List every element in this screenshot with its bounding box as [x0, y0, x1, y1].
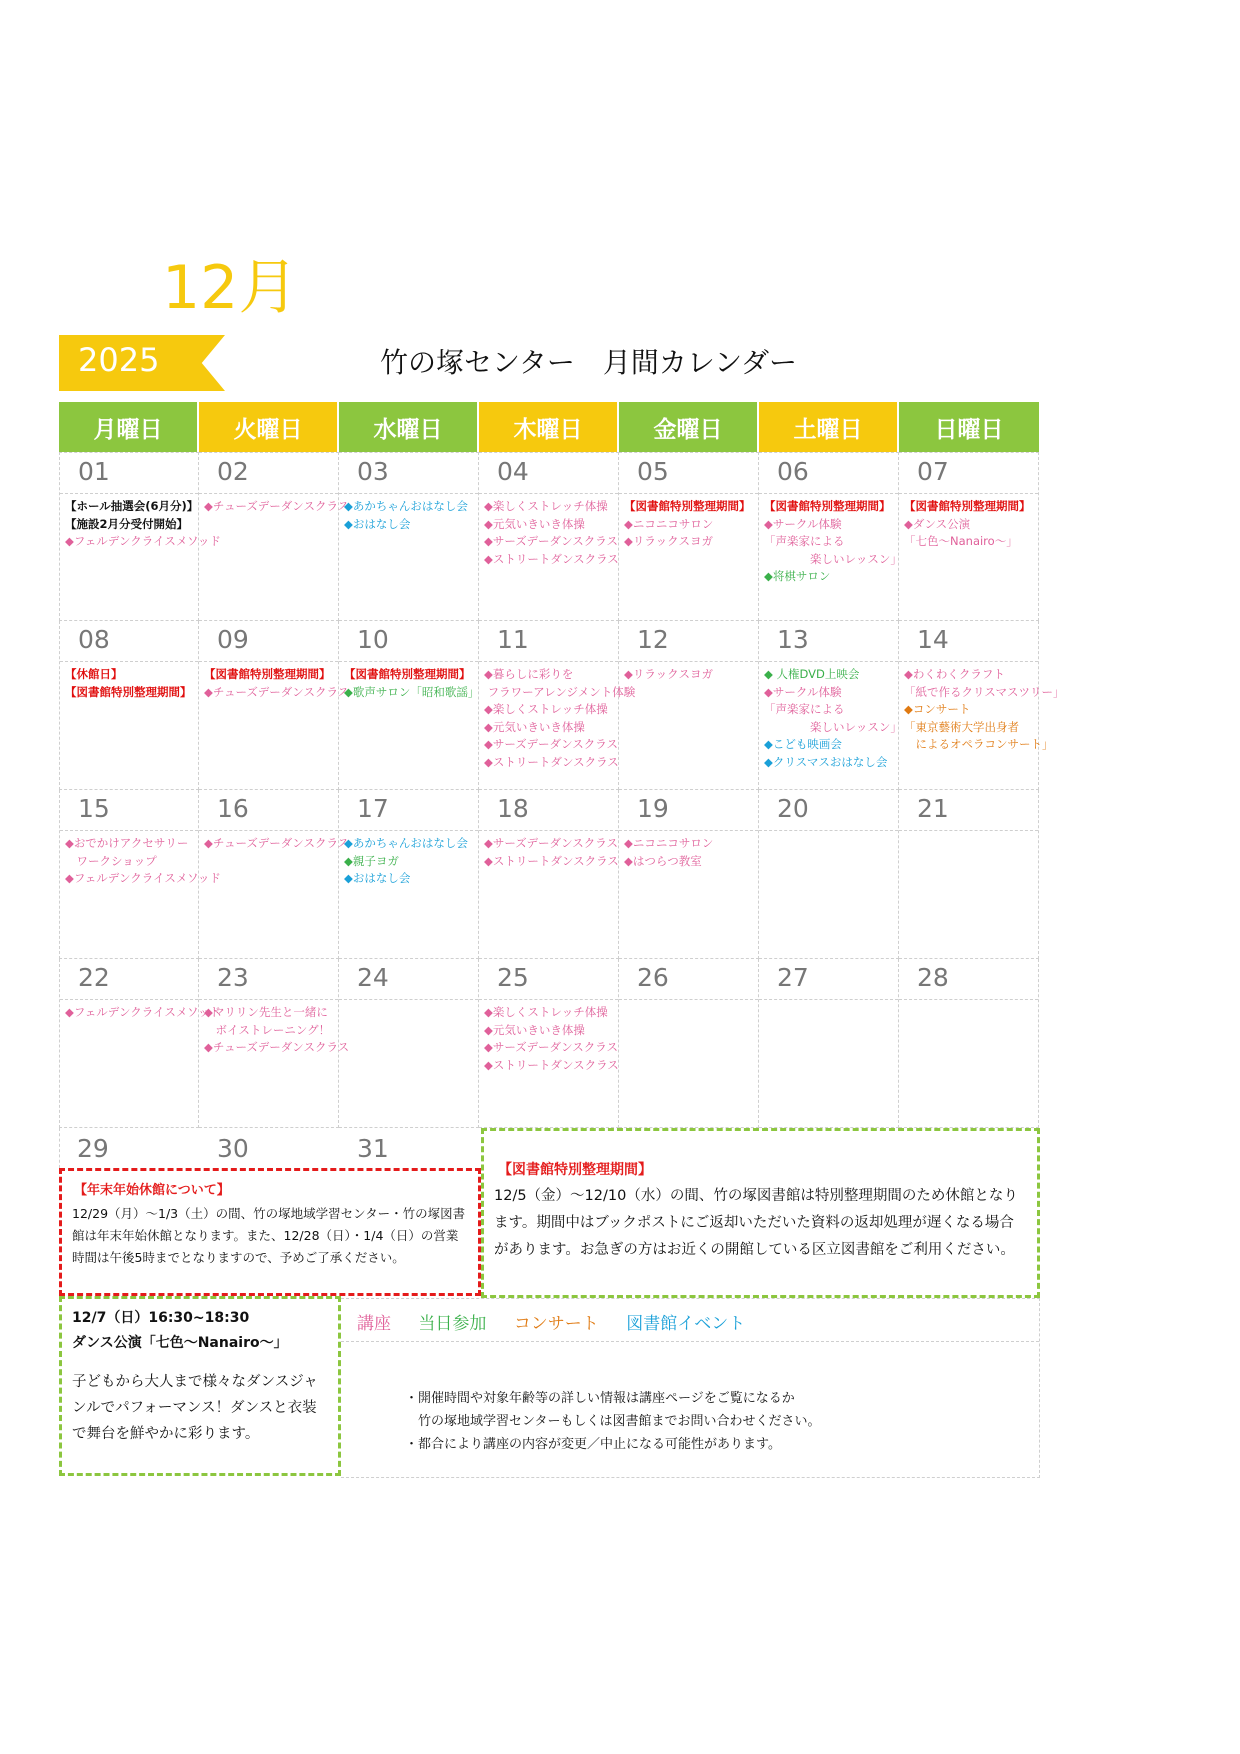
note-line-2: 竹の塚地域学習センターもしくは図書館までお問い合わせください。 [405, 1414, 821, 1429]
day-divider [619, 999, 758, 1000]
event-list [904, 498, 1036, 551]
day-number: 09 [217, 625, 249, 654]
day-divider [479, 661, 618, 662]
weekday-header: 火曜日 [199, 402, 339, 452]
day-cell [199, 452, 350, 621]
event-list [204, 498, 350, 516]
event-item: ◆親子ヨガ [344, 853, 399, 868]
day-cell [759, 621, 902, 790]
day-divider [199, 493, 338, 494]
library-notice-body: 12/5（金）～12/10（水）の間、竹の塚図書館は特別整理期間のため休館となります。期間中はブックポストにご返却いただいた資料の返却処理が遅くなる場合があります。お急ぎの方はお近くの開館している区立図書館をご利用ください。 [494, 1188, 1018, 1258]
event-item: ◆チューズデーダンスクラス [204, 836, 350, 850]
day-cell [619, 790, 759, 959]
day-divider [60, 493, 198, 494]
event-list [484, 498, 619, 568]
year-label: 2025 [78, 341, 160, 379]
event-item: ◆フェルデンクライスメソッド [65, 534, 221, 548]
event-list [344, 666, 480, 701]
calendar-weeks [59, 452, 1065, 1128]
day-cell [899, 621, 1065, 790]
event-list [344, 835, 476, 888]
event-item: ◆あかちゃんおはなし会 [344, 836, 468, 850]
event-list [764, 666, 902, 771]
event-item: ◆ストリートダンスクラス [484, 853, 619, 868]
day-cell [199, 790, 350, 959]
week-row [59, 452, 1040, 621]
event-item: ◆こども映画会 [764, 737, 842, 751]
event-item: 【図書館特別整理期間】 [344, 667, 471, 681]
event-item: によるオペラコンサート」 [904, 737, 1054, 751]
library-notice-title: 【図書館特別整理期間】 [498, 1162, 652, 1178]
day-cell [339, 452, 479, 621]
day-number: 24 [357, 963, 389, 992]
day-number: 06 [777, 457, 809, 486]
day-number: 14 [917, 625, 949, 654]
event-item: ◆サークル体験 [764, 516, 842, 531]
day-cell [199, 959, 350, 1128]
day-number: 26 [637, 963, 669, 992]
day-number: 25 [497, 963, 529, 992]
last-week-border [59, 1128, 480, 1168]
event-list [204, 835, 350, 853]
event-item: ◆あかちゃんおはなし会 [344, 499, 468, 513]
event-item: ◆ニコニコサロン [624, 516, 714, 531]
day-divider [479, 999, 618, 1000]
event-item: 「紙で作るクリスマスツリー」 [904, 684, 1065, 699]
day-divider [759, 493, 898, 494]
day-divider [199, 661, 338, 662]
day-divider [479, 493, 618, 494]
event-item: 「東京藝術大学出身者 [904, 719, 1019, 734]
event-item: ◆元気いきいき体操 [484, 516, 585, 531]
day-cell [619, 959, 759, 1128]
event-list [65, 498, 221, 551]
day-cell [899, 790, 1039, 959]
closure-body: 12/29（月）～1/3（土）の間、竹の塚地域学習センター・竹の塚図書館は年末年始休館となります。また、12/28（日）・1/4（日）の営業時間は午後5時までとなりますので、予めご了承ください。 [72, 1206, 466, 1265]
event-item: ◆楽しくストレッチ体操 [484, 702, 608, 716]
legend-concert: コンサート [513, 1314, 599, 1334]
day-divider [619, 493, 758, 494]
day-number: 20 [777, 794, 809, 823]
day-divider [619, 830, 758, 831]
day-number: 08 [78, 625, 110, 654]
day-divider [199, 999, 338, 1000]
day-number: 10 [357, 625, 389, 654]
day-divider [339, 661, 478, 662]
event-item: ◆元気いきいき体操 [484, 1022, 585, 1037]
event-item: 【図書館特別整理期間】 [204, 667, 331, 681]
day-cell [759, 452, 902, 621]
day-number: 19 [637, 794, 669, 823]
dance-name: ダンス公演「七色～Nanairo～」 [72, 1335, 288, 1351]
day-divider [759, 999, 898, 1000]
event-item: ◆サーズデーダンスクラス [484, 737, 618, 751]
legend-library-event: 図書館イベント [626, 1314, 746, 1334]
weekday-header: 土曜日 [759, 402, 899, 452]
event-item: 「声楽家による [764, 702, 845, 716]
event-item: ◆チューズデーダンスクラス [204, 684, 350, 699]
day-cell [199, 621, 350, 790]
day-number: 15 [78, 794, 110, 823]
day-number: 30 [217, 1134, 249, 1163]
event-item: 「七色～Nanairo～」 [904, 534, 1018, 548]
event-item: ◆リラックスヨガ [624, 534, 713, 548]
week-row [59, 621, 1065, 790]
event-item: ◆歌声サロン「昭和歌謡」 [344, 684, 480, 699]
event-list [624, 835, 756, 870]
event-item: ◆将棋サロン [764, 569, 831, 583]
event-item: 【図書館特別整理期間】 [65, 684, 192, 699]
note-line-3: ・都合により講座の内容が変更／中止になる可能性があります。 [405, 1437, 781, 1452]
event-item: ◆サークル体験 [764, 684, 842, 699]
day-number: 27 [777, 963, 809, 992]
dance-body: 子どもから大人まで様々なダンスジャンルでパフォーマンス！ダンスと衣装で舞台を鮮やかに彩ります。 [72, 1374, 318, 1442]
day-cell [759, 959, 899, 1128]
week-row [59, 959, 1040, 1128]
event-item: ◆ストリートダンスクラス [484, 1057, 619, 1072]
day-number: 17 [357, 794, 389, 823]
event-item: 【施設2月分受付開始】 [65, 516, 189, 531]
legend-lecture: 講座 [357, 1314, 391, 1334]
event-list [484, 666, 636, 771]
event-item: ◆ストリートダンスクラス [484, 754, 619, 769]
legend-box [341, 1298, 1040, 1478]
event-item: 【図書館特別整理期間】 [764, 499, 891, 513]
event-item: ◆マリリン先生と一緒に [204, 1005, 328, 1019]
year-end-closure-notice [59, 1168, 481, 1296]
day-divider [339, 999, 478, 1000]
event-item: ◆チューズデーダンスクラス [204, 499, 350, 513]
legend-row [357, 1309, 767, 1334]
event-list [204, 1004, 350, 1057]
event-list [484, 1004, 619, 1074]
month-title: 12月 [162, 253, 299, 323]
day-number: 18 [497, 794, 529, 823]
event-list [624, 498, 756, 551]
event-item: 【図書館特別整理期間】 [904, 499, 1031, 513]
day-cell [59, 959, 221, 1128]
event-item: ◆ 人権DVD上映会 [764, 667, 860, 681]
day-number: 13 [777, 625, 809, 654]
event-list [344, 498, 476, 533]
day-cell [619, 621, 759, 790]
day-divider [479, 830, 618, 831]
day-cell [59, 452, 221, 621]
day-cell [479, 621, 636, 790]
event-item: ◆おでかけアクセサリー [65, 836, 189, 850]
weekday-header-row [59, 402, 1040, 452]
day-number: 03 [357, 457, 389, 486]
event-list [65, 1004, 221, 1022]
weekday-header: 月曜日 [59, 402, 199, 452]
dance-time: 12/7（日）16:30~18:30 [72, 1310, 250, 1326]
day-divider [60, 999, 198, 1000]
day-number: 04 [497, 457, 529, 486]
event-item: ◆楽しくストレッチ体操 [484, 1005, 608, 1019]
day-number: 22 [78, 963, 110, 992]
event-item: フラワーアレンジメント体験 [484, 684, 636, 699]
day-divider [60, 661, 198, 662]
day-cell [59, 621, 199, 790]
event-item: 【図書館特別整理期間】 [624, 499, 751, 513]
day-number: 29 [77, 1134, 109, 1163]
closure-title: 【年末年始休館について】 [74, 1183, 230, 1198]
day-number: 31 [357, 1134, 389, 1163]
event-item: ◆チューズデーダンスクラス [204, 1040, 350, 1054]
event-item: ◆ニコニコサロン [624, 836, 714, 850]
event-list [204, 666, 350, 701]
event-list [764, 498, 902, 586]
weekday-header: 金曜日 [619, 402, 759, 452]
day-divider [759, 661, 898, 662]
legend-divider [341, 1341, 1039, 1342]
day-cell [899, 452, 1039, 621]
day-number: 05 [637, 457, 669, 486]
event-item: ◆クリスマスおはなし会 [764, 754, 888, 769]
dance-event-box [59, 1296, 341, 1476]
day-cell [899, 959, 1039, 1128]
weekday-header: 木曜日 [479, 402, 619, 452]
legend-walkin: 当日参加 [418, 1314, 487, 1334]
day-divider [899, 493, 1038, 494]
day-divider [60, 830, 198, 831]
day-number: 23 [217, 963, 249, 992]
event-item: ワークショップ [65, 853, 157, 868]
event-item: ◆サーズデーダンスクラス [484, 1040, 618, 1054]
day-divider [759, 830, 898, 831]
notes [405, 1387, 820, 1456]
weekday-header: 日曜日 [899, 402, 1039, 452]
day-cell [339, 621, 479, 790]
day-number: 16 [217, 794, 249, 823]
event-item: ◆おはなし会 [344, 516, 411, 531]
calendar-title: 竹の塚センター 月間カレンダー [380, 346, 798, 379]
day-cell [59, 790, 221, 959]
day-cell [479, 790, 619, 959]
event-item: 【ホール抽選会(6月分)】 [65, 499, 199, 513]
weekday-header: 水曜日 [339, 402, 479, 452]
day-number: 28 [917, 963, 949, 992]
event-item: 楽しいレッスン」 [764, 719, 902, 734]
day-divider [619, 661, 758, 662]
day-divider [199, 830, 338, 831]
event-item: ボイストレーニング！ [204, 1022, 331, 1037]
event-list [904, 666, 1065, 754]
event-item: ◆リラックスヨガ [624, 667, 713, 681]
day-number: 21 [917, 794, 949, 823]
event-item: ◆はつらつ教室 [624, 853, 702, 868]
note-line-1: ・開催時間や対象年齢等の詳しい情報は講座ページをご覧になるか [405, 1391, 795, 1406]
day-divider [899, 661, 1038, 662]
day-divider [899, 830, 1038, 831]
event-item: ◆楽しくストレッチ体操 [484, 499, 608, 513]
day-cell [479, 959, 619, 1128]
event-item: ◆フェルデンクライスメソッド [65, 1005, 221, 1019]
event-item: ◆ストリートダンスクラス [484, 551, 619, 566]
event-item: ◆サーズデーダンスクラス [484, 836, 618, 850]
day-number: 11 [497, 625, 529, 654]
day-cell [479, 452, 619, 621]
event-item: ◆暮らしに彩りを [484, 667, 574, 681]
event-item: ◆元気いきいき体操 [484, 719, 585, 734]
day-cell [759, 790, 899, 959]
day-number: 02 [217, 457, 249, 486]
event-item: 楽しいレッスン」 [764, 551, 902, 566]
day-divider [899, 999, 1038, 1000]
event-item: ◆ダンス公演 [904, 516, 971, 531]
event-item: ◆フェルデンクライスメソッド [65, 871, 221, 885]
event-item: ◆わくわくクラフト [904, 667, 1005, 681]
event-item: ◆おはなし会 [344, 871, 411, 885]
day-number: 12 [637, 625, 669, 654]
event-item: ◆コンサート [904, 702, 971, 716]
event-item: ◆サーズデーダンスクラス [484, 534, 618, 548]
day-number: 01 [78, 457, 110, 486]
event-list [65, 835, 221, 888]
day-cell [339, 959, 479, 1128]
day-cell [619, 452, 759, 621]
day-divider [339, 830, 478, 831]
event-list [65, 666, 196, 701]
event-list [624, 666, 756, 684]
event-item: 「声楽家による [764, 534, 845, 548]
library-closure-notice [481, 1128, 1040, 1298]
event-item: 【休館日】 [65, 667, 123, 681]
event-list [484, 835, 619, 870]
day-cell [339, 790, 479, 959]
day-divider [339, 493, 478, 494]
week-row [59, 790, 1040, 959]
day-number: 07 [917, 457, 949, 486]
